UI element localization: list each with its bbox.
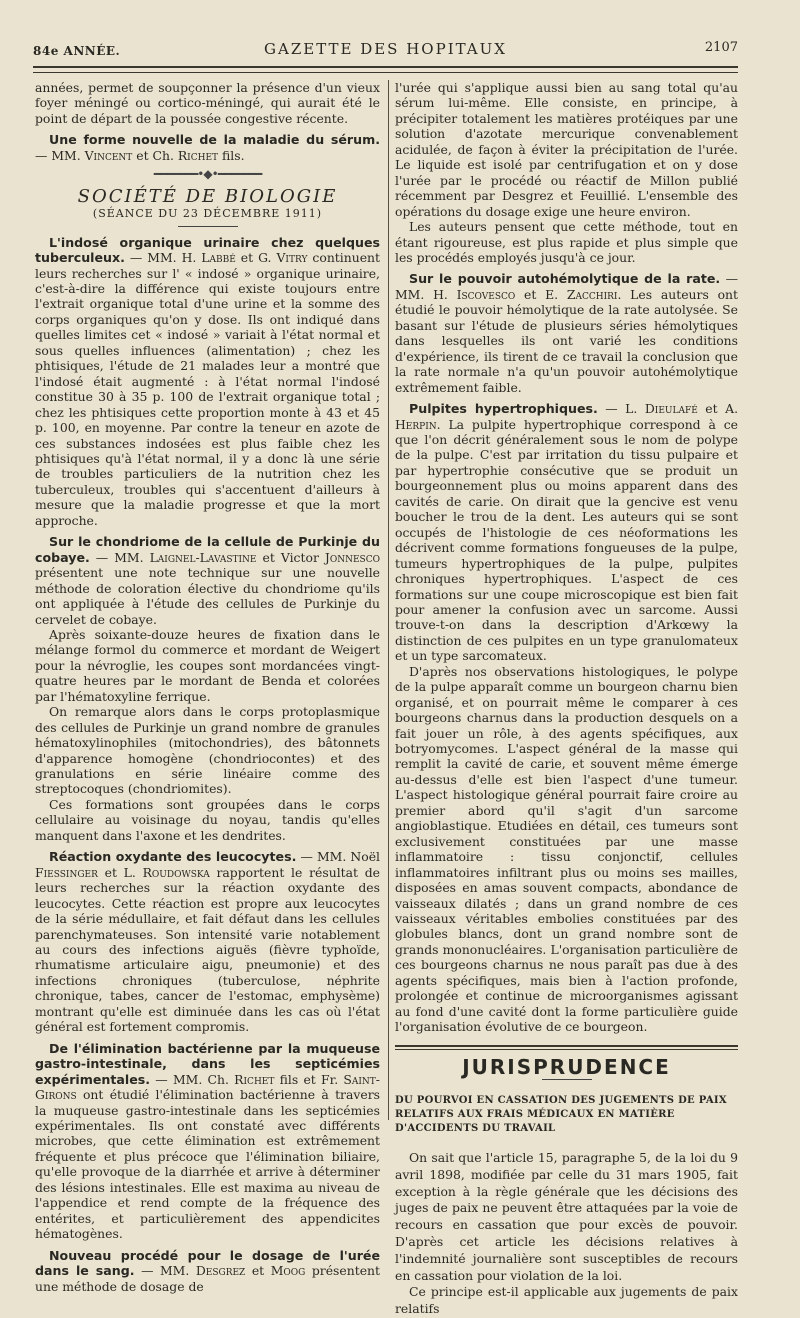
article-indose: L'indosé organique urinaire chez quelques tuberculeux. — MM. H. Labbé et G. Vitry continuent leurs recherches sur l' « indosé » organique urinaire, c'est-à-dire la différence qui existe toujours entre l'extrait organique total d'une urine et la somme des corps organiques qu'on y dose. Ils ont indiqué dans quelles limites cet « indosé » variait à l'état normal et sous quelles influences (alimentation) ; chez les phtisiques, l'étude de 21 malades leur a montré que l'indosé était augmenté : à l'état normal l'indosé constitue 30 à 35 p. 100 de l'extrait organique total ; chez les phtisiques cette proportion monte à 43 et 45 p. 100, en moyenne. Par contre la teneur en azote de ces substances indosées est plus faible chez les phtisiques qu'à l'état normal, il y a donc là une série de troubles particuliers de la nutrition chez les tuberculeux, troubles qui s'accentuent d'ailleurs à mesure que la maladie progresse et que la mort approche.	[35, 234, 380, 528]
author-name: Vincent	[84, 147, 133, 163]
section-title: JURISPRUDENCE	[462, 1054, 671, 1079]
author-name: Herpin	[395, 416, 437, 432]
right-column	[395, 80, 738, 1318]
section-rule-thin	[395, 1049, 738, 1050]
author-name: Dieulafé	[644, 401, 698, 417]
paragraph: On sait que l'article 15, paragraphe 5, de la loi du 9 avril 1898, modifiée par celle du 31 mars 1905, fait exception à la règle générale que les décisions des juges de paix ne peuvent être attaquées par la voie de recours en cassation que pour excès de pouvoir. D'après cet article les décisions relatives à l'indemnité journalière sont susceptibles de recours en cassation pour violation de la loi.	[395, 1150, 738, 1283]
ornament-divider: ━━━━━━━•◆•━━━━━━━	[153, 167, 262, 182]
section-rule	[395, 1045, 738, 1047]
article-title: Sur le chondriome de la cellule de Purkinje du cobaye.	[35, 534, 380, 565]
header-rule-thin	[33, 72, 738, 73]
author-name: Jonnesco	[324, 549, 380, 565]
intro-paragraph: années, permet de soupçonner la présence d'un vieux foyer méningé ou cortico-méningé, qui aurait été le point de départ de la poussée congestive récente.	[35, 80, 380, 126]
author-name: Richet	[234, 1071, 275, 1087]
article-title: Une forme nouvelle de la maladie du sérum.	[49, 132, 380, 148]
author-name: Labbé	[201, 250, 236, 266]
column-divider	[388, 80, 389, 1120]
author-name: Richet	[177, 147, 219, 163]
article-subtitle: DU POURVOI EN CASSATION DES JUGEMENTS DE PAIX RELATIFS AUX FRAIS MÉDICAUX EN MATIÈRE D'ACCIDENTS DU TRAVAIL	[395, 1095, 727, 1135]
article-title: De l'élimination bactérienne par la muqueuse gastro-intestinale, dans les septicémies expérimentales.	[35, 1040, 380, 1087]
journal-title: GAZETTE DES HOPITAUX	[264, 40, 507, 58]
left-column	[35, 80, 380, 1294]
author-name: Vitry	[276, 250, 308, 266]
paragraph: l'urée qui s'applique aussi bien au sang total qu'au sérum lui-même. Elle consiste, en principe, à précipiter totalement les matières protéiques par une solution d'azotate mercurique convenablement acidulée, de façon à éviter la précipitation de l'urée. Le liquide est isolé par centrifugation et on y dose l'urée par le procédé ou réactif de Millon publié récemment par Desgrez et Feuillié. L'ensemble des opérations du dosage exige une heure environ.	[395, 80, 738, 219]
author-name: Iscovesco	[456, 286, 516, 302]
author-name: Zacchiri	[566, 286, 618, 302]
article-elimination: De l'élimination bactérienne par la muqueuse gastro-intestinale, dans les septicémies expérimentales. — MM. Ch. Richet fils et Fr. Saint-Girons ont étudié l'élimination bactérienne à travers la muqueuse gastro-intestinale dans les septicémies expérimentales. Ils ont constaté avec différents microbes, que cette élimination est extrêmement fréquente et plus précoce que l'élimination biliaire, qu'elle provoque de la diarrhée et arrive à déterminer des lésions intestinales. Elle est maxima au niveau de l'appendice et rend compte de la fréquence des entérites, et particulièrement des appendicites hématogènes.	[35, 1040, 380, 1242]
short-divider	[542, 1079, 592, 1080]
paragraph: D'après nos observations histologiques, le polype de la pulpe apparaît comme un bourgeon charnu bien organisé, et on pourrait même le comparer à ces bourgeons charnus dans la production desquels on a fait jouer un rôle, à des agents spécifiques, aux botryomycomes. L'aspect général de la masse qui remplit la cavité de carie, et souvent même émerge au-dessus d'elle est bien l'aspect d'une tumeur. L'aspect histologique général pourrait faire croire au premier abord qu'il s'agit d'un sarcome angioblastique. Etudiées en détail, ces tumeurs sont exclusivement constituées par une masse inflammatoire : tissu conjonctif, cellules inflammatoires infiltrant plus ou moins ses mailles, disposées en amas souvent compacts, abondance de vaisseaux dilatés ; dans un grand nombre de ces vaisseaux véritables embolies constituées par des globules blancs, dont un grand nombre sont de grands mononucléaires. L'organisation particulière de ces bourgeons charnus ne nous paraît pas due à des agents spécifiques, mais bien à l'action profonde, prolongée et continue de microorganismes agissant au fond d'une cavité dont la forme particulière guide l'organisation évolutive de ce bourgeon.	[395, 663, 738, 1035]
author-name: Moog	[270, 1263, 306, 1279]
article-pulpites: Pulpites hypertrophiques. — L. Dieulafé et A. Herpin. La pulpite hypertrophique correspond à ce que l'on décrit généralement sous le nom de polype de la pulpe. C'est par irritation du tissu pulpaire et par hypertrophie consécutive que se produit un bourgeonnement plus ou moins apparent dans des cavités de carie. On dirait que la gencive est venu boucher le trou de la dent. Les auteurs qui se sont occupés de l'histologie de ces néoformations les décrivent comme formations fongueuses de la pulpe, tumeurs hypertrophiques de la pulpe, pulpites chroniques hypertrophiques. L'aspect de ces formations sur une coupe microscopique est bien fait pour amener la confusion avec un sarcome. Aussi trouve-t-on dans la description d'Arkœwy la distinction de ces pulpites en un type granulomateux et un type sarcomateux.	[395, 401, 739, 664]
article-title: Pulpites hypertrophiques.	[409, 401, 598, 417]
article-title: Sur le pouvoir autohémolytique de la rate.	[409, 271, 721, 287]
page-header	[33, 40, 738, 60]
author-name: Fiessinger	[35, 864, 98, 880]
paragraph: On remarque alors dans le corps protoplasmique des cellules de Purkinje un grand nombre de granules hématoxylinophiles (mitochondries), des bâtonnets d'apparence homogène (chondriocontes) et des granulations en série linéaire comme des streptocoques (chondriomites).	[35, 704, 380, 797]
paragraph: Après soixante-douze heures de fixation dans le mélange formol du commerce et mordant de Weigert pour la névroglie, les coupes sont mordancées vingt-quatre heures par le mordant de Benda et colorées par l'hématoxyline ferrique.	[35, 626, 380, 704]
article-leucocytes: Réaction oxydante des leucocytes. — MM. Noël Fiessinger et L. Roudowska rapportent le résultat de leurs recherches sur la réaction oxydante des leucocytes. Cette réaction est propre aux leucocytes de la série médullaire, et fait défaut dans les cellules parenchymateuses. Son intensité varie notablement au cours des infections aiguës (fièvre typhoïde, rhumatisme articulaire aigu, pneumonie) et des infections chroniques (tuberculose, néphrite chronique, tabes, cancer de l'estomac, emphysème) montrant qu'elle est diminuée dans les cas où l'état général est fortement compromis.	[35, 849, 381, 1035]
session-date: (SÉANCE DU 23 DÉCEMBRE 1911)	[92, 207, 323, 221]
year-label: 84e ANNÉE.	[33, 44, 121, 58]
article-serum: Une forme nouvelle de la maladie du sérum. — MM. Vincent et Ch. Richet fils.	[35, 132, 380, 163]
article-uree: Nouveau procédé pour le dosage de l'urée dans le sang. — MM. Desgrez et Moog présentent une méthode de dosage de	[35, 1247, 380, 1294]
paragraph: Les auteurs pensent que cette méthode, tout en étant rigoureuse, est plus rapide et plus simple que les procédés employés jusqu'à ce jour.	[395, 219, 738, 265]
author-name: Laignel-Lavastine	[149, 549, 257, 565]
section-title: SOCIÉTÉ DE BIOLOGIE	[77, 185, 338, 207]
page-number: 2107	[704, 40, 738, 55]
article-title: Réaction oxydante des leucocytes.	[49, 849, 297, 865]
article-rate: Sur le pouvoir autohémolytique de la rate. — MM. H. Iscovesco et E. Zacchiri. Les auteurs ont étudié le pouvoir hémolytique de la rate autolysée. Se basant sur l'étude de plusieurs séries hémolytiques dans lesquelles ils ont varié les conditions d'expérience, ils tirent de ce travail la conclusion que la rate normale n'a qu'un pouvoir autohémolytique extrêmement faible.	[395, 271, 738, 395]
header-rule	[33, 66, 738, 68]
short-divider	[178, 226, 238, 227]
article-chondriome: Sur le chondriome de la cellule de Purkinje du cobaye. — MM. Laignel-Lavastine et Victor Jonnesco présentent une note technique sur une nouvelle méthode de coloration élective du chondriome qu'ils ont appliquée à l'étude des cellules de Purkinje du cervelet de cobaye.	[35, 534, 380, 627]
author-name: Desgrez	[195, 1263, 246, 1279]
article-title: L'indosé organique urinaire chez quelques tuberculeux.	[35, 234, 380, 266]
author-name: Roudowska	[142, 864, 210, 880]
author-name: Saint-Girons	[35, 1071, 380, 1103]
paragraph: Ces formations sont groupées dans le corps cellulaire au voisinage du noyau, tandis qu'elles manquent dans l'axone et les dendrites.	[35, 796, 380, 843]
article-title: Nouveau procédé pour le dosage de l'urée dans le sang.	[35, 1247, 380, 1279]
jurisprudence-body	[395, 1150, 738, 1318]
paragraph: Ce principe est-il applicable aux jugements de paix relatifs	[395, 1284, 738, 1317]
